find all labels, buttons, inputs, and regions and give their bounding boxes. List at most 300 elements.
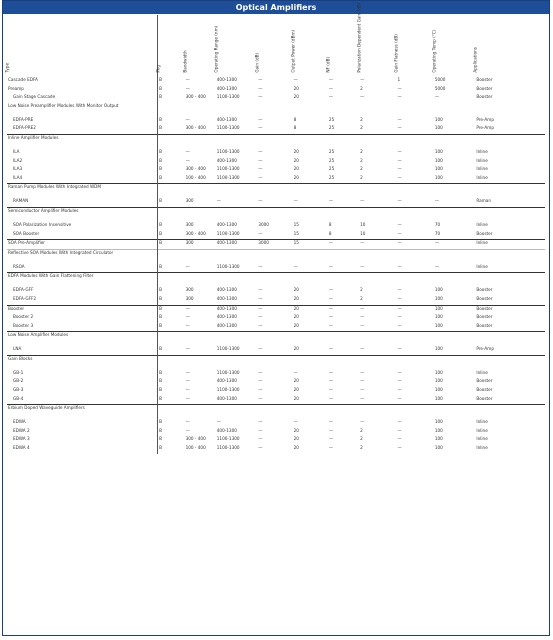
table-cell: 2 [360,157,363,163]
table-cell: — [185,387,190,393]
table-cell: Booster [476,230,493,236]
table-cell [293,249,328,264]
table-cell: — [258,322,263,328]
table-cell: B [159,419,162,425]
table-cell [216,207,258,222]
table-cell: Inline [476,436,488,442]
table-cell: Inline [476,166,488,172]
table-cell: B [159,174,162,180]
table-cell: Inline [476,221,488,227]
table-cell: — [397,395,402,401]
table-cell: 20 [293,148,299,154]
table-cell: — [185,305,216,314]
column-header-label: Operating Range (nm) [213,26,219,73]
table-cell: 15 [293,230,299,236]
table-cell: 100 - 400 [185,445,206,451]
table-cell: 100 [434,387,443,393]
table-cell [396,134,433,149]
table-cell: 300 [185,287,194,293]
table-cell [359,355,396,370]
table-cell: — [216,198,221,204]
table-cell: 1100-1300 [216,263,240,269]
table-cell: Booster [476,395,493,401]
row-label: EDFA-GFF2 [7,296,158,305]
table-cell: 5000 [434,77,446,82]
table-cell: B [159,314,162,320]
table-cell [185,103,216,117]
table-cell [328,184,359,199]
table-cell: Inline [476,427,488,433]
table-cell: — [396,305,433,314]
table-cell: B [159,369,162,375]
table-cell: 100 [434,322,443,328]
table-cell: — [397,346,402,352]
column-header [213,15,258,77]
table-cell: — [397,419,402,425]
table-cell [359,184,396,199]
column-header-label: Applications [472,47,478,73]
table-cell: Booster [476,295,493,301]
table-cell: 20 [293,427,299,433]
group-row [7,103,545,117]
table-cell [328,249,359,264]
table-cell [396,273,433,288]
table-cell [216,273,258,288]
panel-title: Optical Amplifiers [3,1,549,14]
table-cell: — [258,166,263,172]
table-cell: — [397,116,402,122]
row-label: EDWA 3 [7,436,158,445]
group-row [7,355,545,370]
table-cell: — [434,94,439,100]
table-cell: B [158,240,185,250]
table-cell: — [397,436,402,442]
table-row [7,370,545,379]
table-cell: 300 - 400 [185,94,206,100]
table-cell: 70 [434,221,441,227]
table-cell: B [159,378,162,384]
table-cell [185,249,216,264]
table-cell: 1100-1300 [216,94,240,100]
table-row [7,125,545,134]
table-row [7,305,545,314]
table-cell [185,355,216,370]
table-cell: — [258,116,263,122]
table-cell [257,355,292,370]
table-cell: — [216,419,221,425]
table-cell: 2 [360,166,363,172]
table-cell: 8 [328,230,332,236]
row-label: EDWA [7,419,158,428]
column-header-label: Polarization Dependent Gain (dB) [356,3,362,73]
table-cell: — [328,314,334,320]
row-label: Semiconductor Amplifier Modules [7,207,158,222]
table-cell [434,103,476,117]
table-cell: 20 [293,174,299,180]
column-header [472,15,545,77]
table-cell [158,184,185,199]
table-cell: B [159,395,162,401]
table-cell: — [293,198,298,204]
table-cell: 25 [328,148,335,154]
table-cell [359,103,396,117]
table-cell: — [397,125,402,131]
table-cell: — [185,378,190,384]
table-cell [257,273,292,288]
table-cell: 20 [293,295,299,301]
table-cell: Booster [476,287,493,293]
table-cell [185,405,216,420]
table-row [7,436,545,445]
table-cell: 1100-1300 [216,387,240,393]
table-cell: — [258,295,263,301]
column-header [290,15,328,77]
table-cell: — [185,85,190,91]
table-cell [475,273,545,288]
table-cell: — [360,419,365,425]
table-cell: — [328,240,359,250]
row-label: SOA Booster [7,231,158,240]
table-cell: Booster [476,322,493,328]
table-cell: 100 [434,369,443,375]
table-cell: — [360,378,365,384]
table-cell [359,134,396,149]
group-row [7,273,545,288]
table-cell: B [159,436,162,442]
table-cell: — [293,419,298,425]
table-cell: 1100-1300 [216,445,240,451]
table-cell: Inline [476,148,488,154]
table-cell: 100 [434,314,443,320]
table-cell: B [159,157,162,163]
row-label: Preamp [7,86,158,95]
table-cell: 100 [434,287,443,293]
table-cell [158,134,185,149]
table-cell: — [434,198,439,204]
table-row [7,222,545,231]
table-cell [216,184,258,199]
table-cell: — [185,346,190,352]
table-cell: B [159,322,162,328]
table-cell: — [397,295,402,301]
table-cell: 20 [293,322,299,328]
table-cell: — [360,387,365,393]
column-header-label: Output Power (dBm) [290,30,295,73]
table-cell: B [159,198,162,204]
table-cell: — [185,148,190,154]
table-cell [475,405,545,420]
table-cell [216,405,258,420]
table-cell: Booster [476,387,493,393]
table-cell [257,332,292,347]
column-header [325,15,359,77]
table-cell: 100 [434,419,443,425]
table-cell: Booster [476,314,493,320]
table-cell: 5000 [434,85,446,91]
spec-panel [2,0,550,636]
table-cell: — [258,125,263,131]
table-cell: Inline [476,369,488,375]
row-label: GB-4 [7,396,158,405]
table-cell: B [159,287,162,293]
table-cell: — [360,314,365,320]
table-cell: — [258,230,263,236]
table-cell: 25 [328,174,335,180]
table-cell: — [397,314,402,320]
table-cell: 100 [434,305,476,314]
table-cell: 300 [185,198,194,204]
table-cell: 1100-1300 [216,166,240,172]
table-row [7,296,545,305]
table-cell: — [434,240,476,250]
table-cell: Inline [476,419,488,425]
table-cell: — [328,322,334,328]
table-cell: 1100-1300 [216,125,240,131]
table-cell: — [397,387,402,393]
table-cell [434,273,476,288]
table-cell: 100 [434,295,443,301]
table-cell: 100 [434,166,443,172]
table-cell [475,103,545,117]
table-cell: — [185,263,190,269]
table-cell: 10 [360,221,366,227]
table-cell: 2 [360,85,363,91]
row-label: Erbium Doped Waveguide Amplifiers [7,405,158,420]
table-cell: 2 [360,427,363,433]
table-cell: Raman [476,198,492,204]
table-cell: — [397,427,402,433]
table-cell: — [328,445,334,451]
table-cell: — [397,322,402,328]
table-cell [293,134,328,149]
table-cell: — [258,395,263,401]
table-cell: 15 [293,221,299,227]
table-cell: B [159,94,162,100]
table-cell: 2 [360,445,363,451]
table-cell: — [328,198,334,204]
row-label: ILA3 [7,166,158,175]
row-label: EDWA 2 [7,428,158,437]
table-cell: — [185,157,190,163]
table-cell: — [359,240,396,250]
table-cell: 100 [434,378,443,384]
table-cell: — [360,94,365,100]
table-cell: 100 [434,174,443,180]
table-cell [216,249,258,264]
table-cell [434,207,476,222]
table-cell: 3000 [257,240,292,250]
table-cell: 2 [360,148,363,154]
table-row [7,419,545,428]
group-row [7,134,545,149]
table-cell: B [159,263,162,269]
table-cell: — [258,419,263,425]
table-cell [257,184,292,199]
table-cell: 2 [360,174,363,180]
row-label: Gain Stage Cascade [7,94,158,103]
table-cell: Booster [476,77,493,82]
table-cell [257,134,292,149]
row-label: ILA4 [7,175,158,184]
table-cell [158,405,185,420]
table-cell [257,405,292,420]
table-cell: 100 [434,116,443,122]
table-cell: B [159,221,162,227]
table-cell: Booster [476,94,493,100]
table-cell: 100 [434,395,443,401]
table-cell: — [397,263,402,269]
table-cell [293,405,328,420]
table-cell: 20 [293,85,299,91]
row-label: Gain Blocks [7,355,158,370]
table-cell: 20 [293,387,299,393]
table-cell: 25 [328,125,335,131]
table-cell: 2 [360,287,363,293]
table-cell: — [258,427,263,433]
column-header-label: Type [4,63,10,73]
row-label: SOA Pre-Amplifier [7,240,158,250]
table-cell [185,134,216,149]
table-cell: 100 [434,148,443,154]
row-label: EDFA-GFF [7,287,158,296]
header-row [7,15,545,77]
column-header [431,15,476,77]
table-cell: — [328,427,334,433]
row-label: Inline Amplifier Modules [7,134,158,149]
table-cell [359,273,396,288]
table-row [7,428,545,437]
table-cell [359,332,396,347]
table-cell [293,332,328,347]
table-cell: 300 - 400 [185,436,206,442]
row-label: Booster 3 [7,323,158,332]
table-cell [434,249,476,264]
row-label: Reflective SOA Modules With Integrated Circulator [7,249,158,264]
table-cell [158,273,185,288]
row-label: Booster [7,305,158,314]
row-label: Raman Pump Modules With Integrated WDM [7,184,158,199]
table-cell: — [397,148,402,154]
table-cell [396,355,433,370]
table-cell: 300 [185,240,216,250]
table-cell: 400-1300 [216,157,237,163]
table-row [7,287,545,296]
table-cell [216,103,258,117]
table-cell: Booster [476,85,493,91]
table-cell [158,249,185,264]
group-row [7,405,545,420]
row-label: ILA [7,149,158,158]
table-cell: — [328,369,334,375]
table-cell: — [360,395,365,401]
table-cell: B [159,77,162,82]
table-cell [216,332,258,347]
table-cell: — [258,314,263,320]
table-cell: Inline [475,240,545,250]
table-cell [396,207,433,222]
table-cell: 400-1300 [216,305,258,314]
table-cell: 400-1300 [216,378,237,384]
table-cell: — [258,287,263,293]
table-cell: — [258,198,263,204]
table-cell: 400-1300 [216,287,237,293]
table-cell: B [159,346,162,352]
table-cell: 400-1300 [216,85,237,91]
table-cell: 400-1300 [216,395,237,401]
table-cell: 400-1300 [216,77,237,82]
table-cell: — [185,314,190,320]
row-label: RAMAN [7,198,158,207]
table-cell: — [185,77,190,82]
table-cell: — [434,263,439,269]
table-cell: — [185,419,190,425]
table-cell: — [328,263,334,269]
table-cell [359,249,396,264]
table-cell: 20 [293,445,299,451]
column-header [155,15,185,77]
row-label: RSOA [7,264,158,273]
row-label: EDWA 4 [7,445,158,454]
table-cell [185,332,216,347]
table-cell [293,103,328,117]
table-cell [158,355,185,370]
table-cell: 1100-1300 [216,174,240,180]
table-cell: Pre-Amp [476,116,495,122]
table-cell: 300 - 400 [185,230,206,236]
group-row [7,207,545,222]
table-cell [396,332,433,347]
table-cell: — [258,94,263,100]
table-cell: — [397,166,402,172]
table-cell: — [185,369,190,375]
table-row [7,158,545,167]
table-cell: — [258,369,263,375]
row-label: GB-2 [7,378,158,387]
table-cell: Booster [476,378,493,384]
table-cell [216,134,258,149]
table-cell: 20 [293,346,299,352]
table-cell: — [328,85,334,91]
table-cell: 2 [360,125,363,131]
table-cell [359,405,396,420]
table-cell: 1 [397,77,401,82]
table-cell: 2 [360,295,363,301]
table-cell: 100 [434,445,443,451]
table-row [7,445,545,454]
table-cell: — [328,419,334,425]
row-label: ILA2 [7,158,158,167]
row-label: EDFA-PRE2 [7,125,158,134]
table-cell [434,405,476,420]
table-cell: 15 [293,240,328,250]
column-header [393,15,433,77]
column-header-label: Pkg [155,65,161,73]
table-row [7,231,545,240]
table-cell: 400-1300 [216,295,237,301]
table-cell [359,207,396,222]
row-label: Low Noise Preamplifier Modules With Monitor Output [7,103,158,117]
table-cell: Pre-Amp [476,346,495,352]
row-label: SOA Polarization Insensitive [7,222,158,231]
table-cell: — [397,230,402,236]
table-cell: 10 [360,230,366,236]
table-cell [475,207,545,222]
table-cell [434,355,476,370]
table-cell [434,332,476,347]
table-cell: — [328,378,334,384]
table-cell: 400-1300 [216,427,237,433]
table-cell [257,103,292,117]
